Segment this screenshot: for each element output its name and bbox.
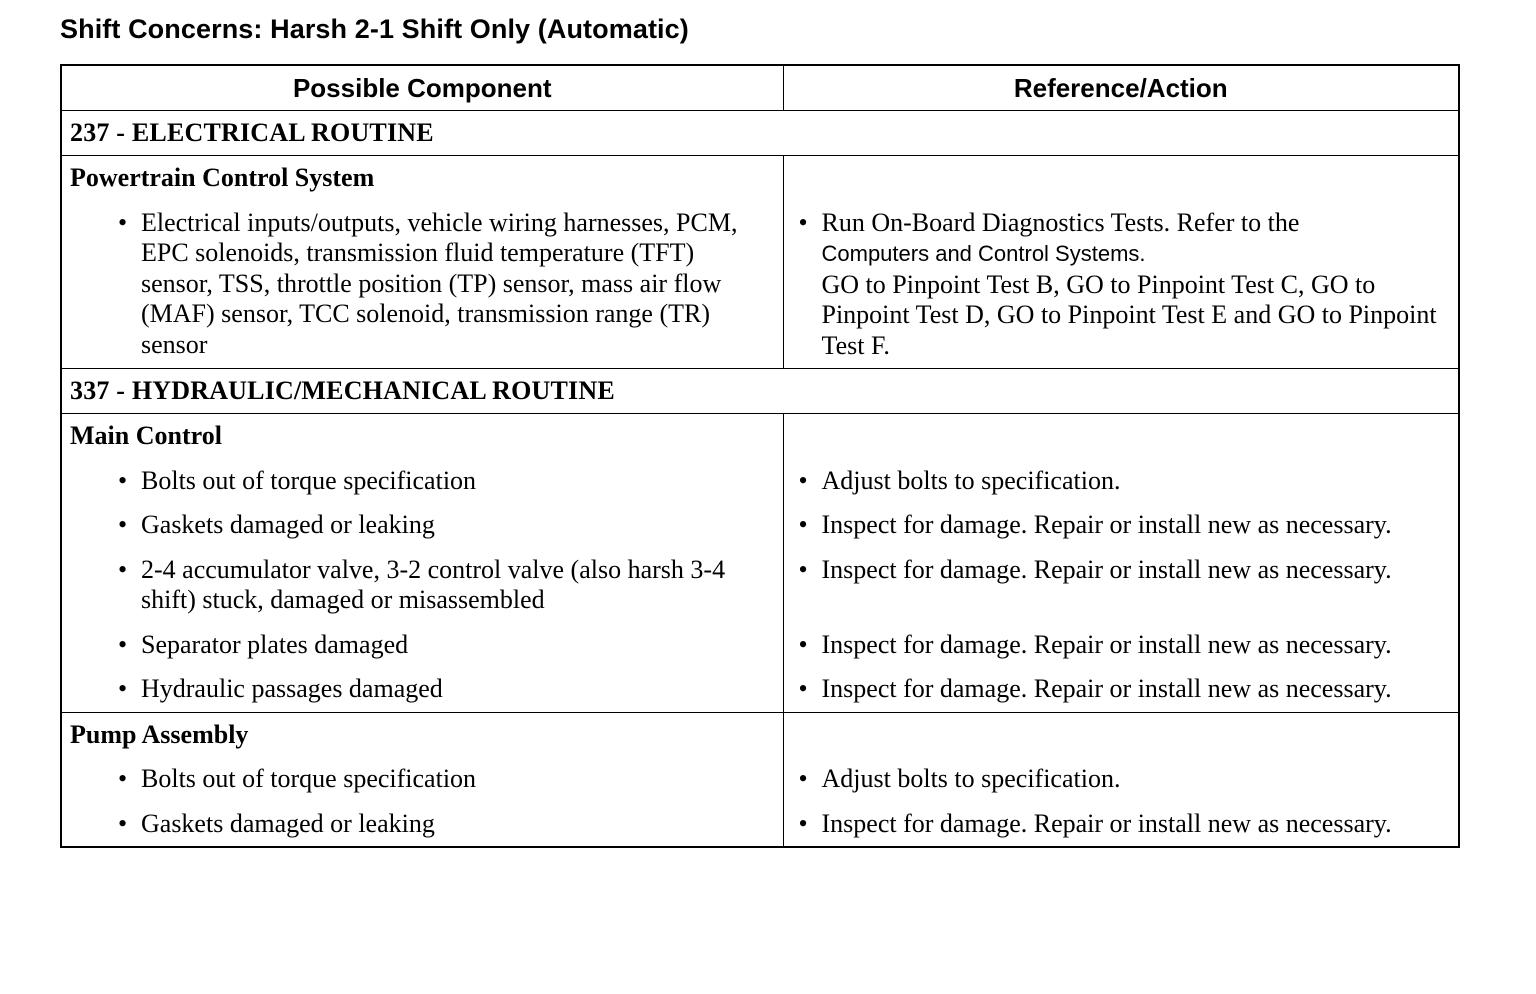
bullet: • [118,674,128,703]
component-text: Electrical inputs/outputs, vehicle wiring harnesses, PCM, EPC solenoids, transmission fluid temperature (TFT) sensor, TSS, throttle position (TP) sensor, mass air flow (MAF) sensor, TCC solenoid, transmission range (TR) sensor [141,207,738,359]
table-row [61,802,1459,848]
action-text: GO to Pinpoint Test B, GO to Pinpoint Test C, GO to Pinpoint Test D, GO to Pinpoint Test E and GO to Pinpoint Test F. [821,269,1437,360]
action-text: Adjust bolts to specification. [821,764,1121,793]
component-text: Separator plates damaged [141,629,409,659]
bullet: • [118,554,128,584]
group-name: Pump Assembly [61,712,783,757]
bullet: • [798,629,808,659]
action-text: Inspect for damage. Repair or install new as necessary. [821,808,1392,838]
bullet: • [798,510,808,539]
component-text: Gaskets damaged or leaking [141,808,435,838]
bullet: • [798,554,808,584]
group-name: Main Control [61,414,783,459]
action-text: Inspect for damage. Repair or install new as necessary. [821,674,1392,703]
section-row [61,111,1459,156]
group-name: Powertrain Control System [61,156,783,201]
group-row [61,156,1459,201]
column-header-component: Possible Component [61,65,783,111]
action-cell [783,201,1459,369]
reference-link[interactable]: Computers and Control Systems. [821,241,1146,266]
diagnostic-table [60,64,1460,848]
section-heading: 337 - HYDRAULIC/MECHANICAL ROUTINE [61,369,1459,414]
section-row [61,369,1459,414]
action-text: Inspect for damage. Repair or install new as necessary. [821,554,1392,584]
component-text: 2-4 accumulator valve, 3-2 control valve (also harsh 3-4 shift) stuck, damaged or misassembled [141,554,726,614]
action-text: Adjust bolts to specification. [821,465,1121,495]
table-row [61,201,1459,369]
bullet: • [798,764,808,793]
table-row [61,503,1459,548]
table-row [61,623,1459,668]
bullet: • [798,674,808,703]
bullet: • [798,207,808,237]
table-row [61,548,1459,623]
column-header-action: Reference/Action [783,65,1459,111]
bullet: • [798,465,808,495]
component-text: Bolts out of torque specification [141,465,477,495]
action-text: Run On-Board Diagnostics Tests. Refer to the [821,207,1300,237]
bullet: • [118,629,128,659]
component-text: Bolts out of torque specification [141,764,477,793]
action-text: Inspect for damage. Repair or install new as necessary. [821,510,1392,539]
table-row [61,459,1459,504]
component-text: Gaskets damaged or leaking [141,510,435,539]
bullet: • [118,764,128,793]
component-text: Hydraulic passages damaged [141,674,443,703]
page-title: Shift Concerns: Harsh 2-1 Shift Only (Automatic) [60,14,689,44]
table-header-row [61,65,1459,111]
bullet: • [118,207,128,237]
group-row [61,712,1459,757]
bullet: • [118,808,128,838]
component-cell [61,201,783,369]
bullet: • [118,465,128,495]
group-row [61,414,1459,459]
table-row [61,667,1459,712]
table-row [61,757,1459,802]
section-heading: 237 - ELECTRICAL ROUTINE [61,111,1459,156]
bullet: • [118,510,128,539]
action-text: Inspect for damage. Repair or install new as necessary. [821,629,1392,659]
bullet: • [798,808,808,838]
